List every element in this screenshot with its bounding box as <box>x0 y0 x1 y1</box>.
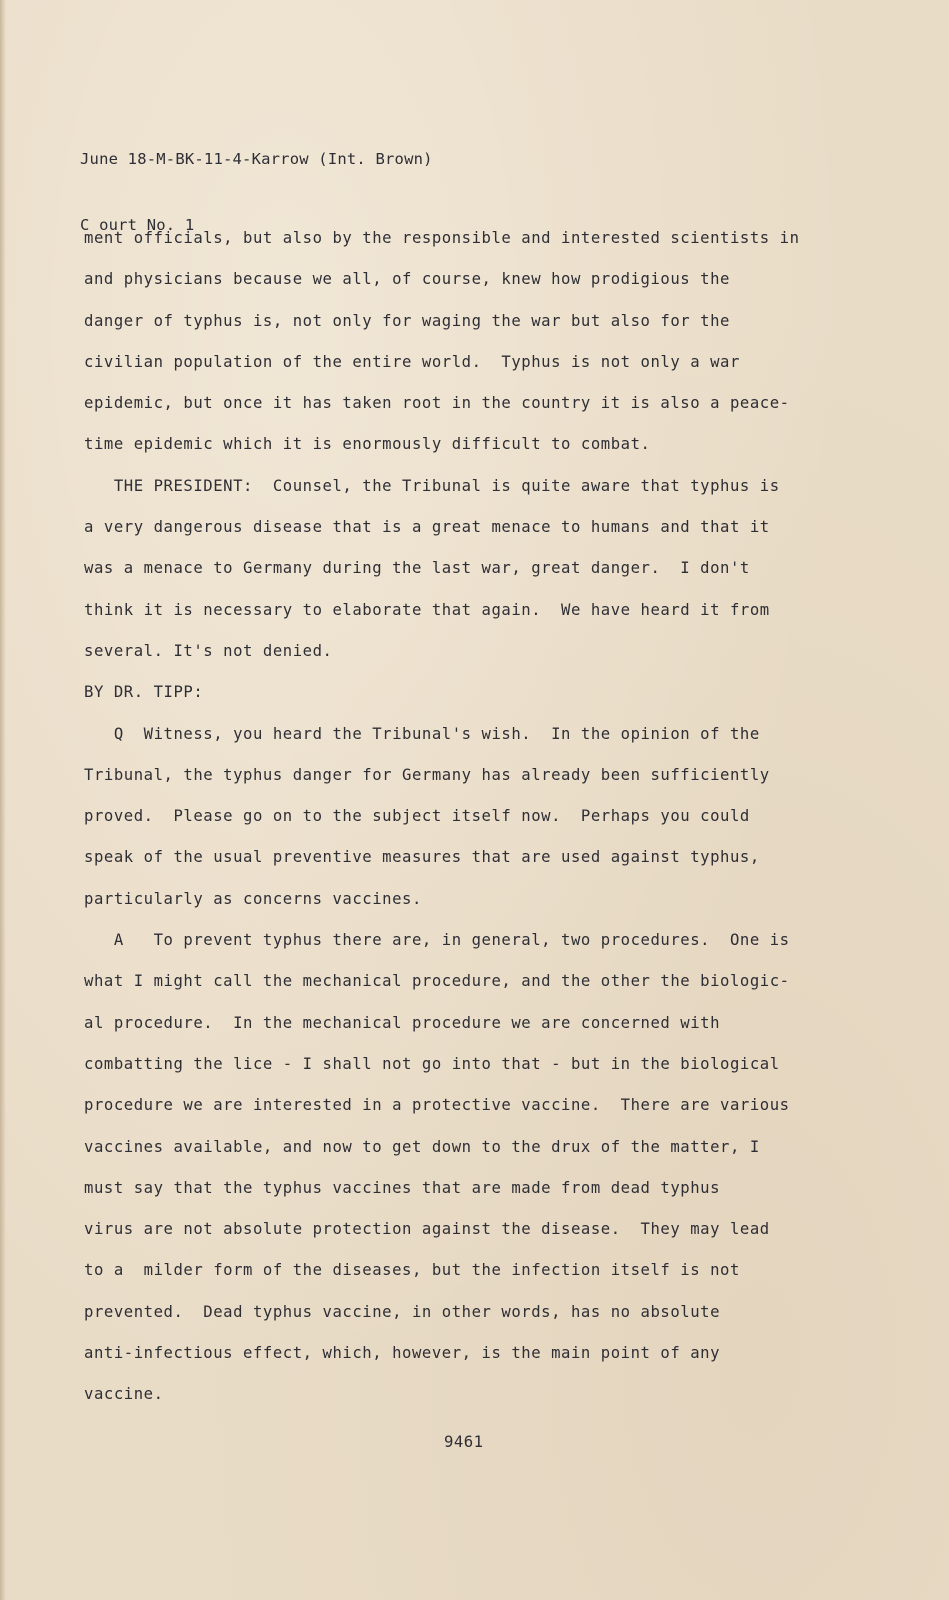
text-line: particularly as concerns vaccines. <box>84 889 422 908</box>
text-line: vaccines available, and now to get down to the drux of the matter, I <box>84 1137 760 1156</box>
text-line: prevented. Dead typhus vaccine, in other words, has no absolute <box>84 1302 721 1321</box>
text-line: vaccine. <box>84 1385 164 1404</box>
text-line: A To prevent typhus there are, in general, two procedures. One is <box>84 931 790 950</box>
header-line-2: C ourt No. 1 <box>80 216 195 234</box>
text-line: proved. Please go on to the subject itself now. Perhaps you could <box>84 807 750 826</box>
text-line: virus are not absolute protection against the disease. They may lead <box>84 1220 770 1239</box>
text-line: think it is necessary to elaborate that again. We have heard it from <box>84 600 770 619</box>
text-line: what I might call the mechanical procedure, and the other the biologic- <box>84 972 790 991</box>
text-line: was a menace to Germany during the last war, great danger. I don't <box>84 559 750 578</box>
text-line: several. It's not denied. <box>84 641 333 660</box>
header-line-1: June 18-M-BK-11-4-Karrow (Int. Brown) <box>80 150 433 168</box>
text-line: Q Witness, you heard the Tribunal's wish. In the opinion of the <box>84 724 760 743</box>
text-line: Tribunal, the typhus danger for Germany has already been sufficiently <box>84 765 770 784</box>
text-line: must say that the typhus vaccines that are made from dead typhus <box>84 1178 721 1197</box>
text-line: speak of the usual preventive measures that are used against typhus, <box>84 848 760 867</box>
text-line: epidemic, but once it has taken root in the country it is also a peace- <box>84 394 790 413</box>
text-line: procedure we are interested in a protective vaccine. There are various <box>84 1096 790 1115</box>
text-line: a very dangerous disease that is a great menace to humans and that it <box>84 518 770 537</box>
text-line: and physicians because we all, of course, knew how prodigious the <box>84 270 730 289</box>
text-line: to a milder form of the diseases, but the infection itself is not <box>84 1261 740 1280</box>
page-edge-shadow <box>0 0 6 1600</box>
text-line: BY DR. TIPP: <box>84 683 204 702</box>
text-line: al procedure. In the mechanical procedure we are concerned with <box>84 1013 721 1032</box>
page-number: 9461 <box>444 1433 484 1451</box>
transcript-body <box>84 228 844 1426</box>
text-line: anti-infectious effect, which, however, is the main point of any <box>84 1344 721 1363</box>
text-line: civilian population of the entire world. Typhus is not only a war <box>84 352 740 371</box>
text-line: THE PRESIDENT: Counsel, the Tribunal is quite aware that typhus is <box>84 476 780 495</box>
text-line: ment officials, but also by the responsible and interested scientists in <box>84 229 800 247</box>
text-line: combatting the lice - I shall not go into that - but in the biological <box>84 1054 780 1073</box>
text-line: time epidemic which it is enormously difficult to combat. <box>84 435 651 454</box>
text-line: danger of typhus is, not only for waging the war but also for the <box>84 311 730 330</box>
